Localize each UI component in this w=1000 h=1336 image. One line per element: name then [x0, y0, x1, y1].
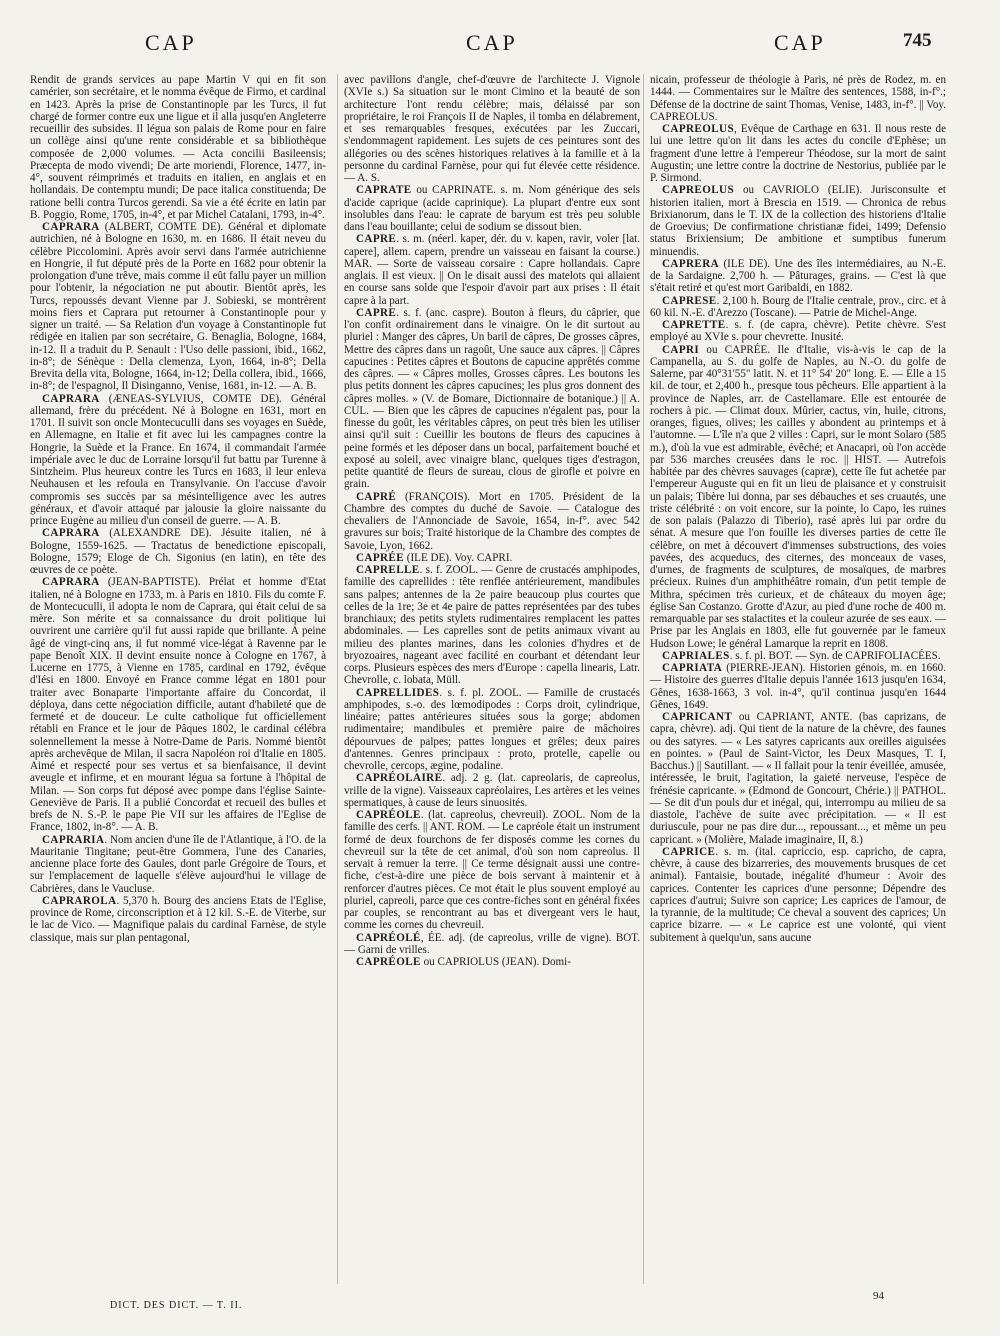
entry-headword: CAPRIALES — [662, 649, 730, 662]
entry-paragraph: CAPRARA (JEAN-BAPTISTE). Prélat et homme d'Etat italien, né à Bologne en 1733, m. à Paris en 1810. Fils du comte F. de Montecuculli, il adopta le nom de Caprara, qui était celui de sa mère. Son mérite et sa connaissance du droit politique lui ouvrirent une carrière qu'il fut aussi rapide que brillante. A peine âgé de vingt-cinq ans, il fut nommé vice-légat à Ravenne par le pape Benoît XIX. Il devint ensuite nonce à Cologne en 1767, à Lucerne en 1775, à Vienne en 1785, cardinal en 1792, évêque d'Iési en 1800. Envoyé en France comme légat en 1801 pour traiter avec Bonaparte l'importante affaire du Concordat, il déploya, dans cette négociation difficile, autant d'habileté que de fermeté et de douceur. Le culte catholique fut officiellement rétabli en France et le jour de Pâques 1802, le cardinal célébra solennellement la messe à Notre-Dame de Paris. Nommé bientôt après archevêque de Milan, il sacra Napoléon roi d'Italie en 1805. Aimé et respecté pour ses vertus et sa bienfaisance, il devint aveugle et infirme, et en mourant légua sa fortune à l'hôpital de Milan. — Son corps fut déposé avec pompe dans l'église Sainte-Geneviève de Paris. Il a publié Concordat et recueil des bulles et brefs de N. S.-P. le pape Pie VII sur les affaires de l'Eglise de France, 1802, in-8°. — A. B. — [30, 576, 326, 834]
entry-headword: CAPRAROLA — [42, 894, 117, 907]
entry-paragraph: CAPRAROLA. 5,370 h. Bourg des anciens Etats de l'Eglise, province de Rome, circonscription et à 12 kil. S.-E. de Viterbe, sur le lac de Vico. — Magnifique palais du cardinal Farnèse, de style classique, mais sur plan pentagonal, — [30, 894, 326, 944]
entry-headword: CAPRE — [356, 233, 397, 246]
entry-paragraph: CAPRATE ou CAPRINATE. s. m. Nom générique des sels d'acide caprique (acide caprinique). La plupart d'entre eux sont insolubles dans l'eau: le caprate de baryum est très peu soluble dans l'eau bouillante; celui de sodium se dissout bien. — [344, 184, 640, 233]
entry-headword: CAPRARA — [42, 527, 100, 540]
text-column-2 — [344, 74, 640, 968]
column-divider — [337, 74, 338, 1284]
entry-headword: CAPRÉE — [356, 551, 405, 564]
entry-paragraph: CAPRARIA. Nom ancien d'une île de l'Atlantique, à l'O. de la Mauritanie Tingitane; peut-être Gommera, l'une des Canaries, ancienne place forte des Gaules, dont parle Grégoire de Tours, et sur l'emplacement de laquelle s'élève aujourd'hui le village de Cabrières, dans le Vaucluse. — [30, 833, 326, 895]
page-number: 745 — [903, 30, 932, 51]
header-word-right: CAP — [774, 30, 826, 55]
entry-paragraph: CAPREOLUS ou CAVRIOLO (ELIE). Jurisconsulte et historien italien, mort à Brescia en 1519. — Chronica de rebus Brixianorum, dans le T. IX de la collection des historiens d'Italie de Groevius; De confirmatione christianæ fidei, 1499; Defensio status Brixiensium; De ambitione et sumptibus funerum minuendis. — [650, 184, 946, 258]
header-word-center: CAP — [466, 30, 518, 55]
entry-paragraph: CAPRÉ (FRANÇOIS). Mort en 1705. Président de la Chambre des comptes du duché de Savoie. — Catalogue des chevaliers de l'Annonciade de Savoie, 1654, in-f°. avec 542 gravures sur bois; Traité historique de la Chambre des comptes de Savoie, Lyon, 1662. — [344, 490, 640, 552]
entry-headword: CAPREOLUS — [662, 123, 735, 135]
entry-headword: CAPRICANT — [662, 711, 733, 723]
header-word-left: CAP — [145, 30, 197, 55]
entry-headword: CAPRARIA — [42, 833, 105, 846]
entry-headword: CAPRERA — [662, 257, 720, 270]
entry-paragraph: CAPRARA (ALBERT, COMTE DE). Général et diplomate autrichien, né à Bologne en 1630, m. en 1686. Il était neveu du célèbre Piccolomini. Après avoir servi dans l'armée autrichienne en Hongrie, il fut député près de la Porte en 1682 pour obtenir la prolongation d'une trêve, mais comme il eût fallu payer un million pour l'obtenir, la négociation ne put aboutir. Bientôt après, les Turcs, repoussés devant Vienne par J. Sobieski, se montrèrent moins fiers et Caprara put retourner à Constantinople pour y signer un traité. — Sa Relation d'un voyage à Constantinople fut rédigée en italien par son secrétaire, G. Benaglia, Bologne, 1684, in-12. Il a traduit du P. Senault : l'Uso delle passioni, ibid., 1662, in-8°; de Sénèque : Della clemenza, Lyon, 1664, in-8°; Della Brevita della vita, Bologne, 1664, in-12; Della collera, ibid., 1666, in-8°; de l'espagnol, Il Disinganno, Venise, 1681, in-12. — A. B. — [30, 221, 326, 393]
entry-paragraph: CAPRE. s. f. (anc. caspre). Bouton à fleurs, du câprier, que l'on confit ordinairement dans le vinaigre. On le dit surtout au pluriel : Manger des câpres, Un baril de câpres, De grosses câpres, Mettre des câpres dans un ragoût, Une sauce aux câpres. || Câpres capucines : Petites câpres et Boutons de capucine apprêtés comme des câpres. — « Câpres molles, Grosses câpres. Les boutons les plus petits donnent les câpres capucines; les plus gros donnent des câpres molles. » (V. de Bomare, Dictionnaire de botanique.) || A. CUL. — Bien que les câpres de capucines n'égalent pas, pour la finesse du goût, les véritables câpres, on peut très bien les utiliser ainsi qu'il suit : Cueillir les boutons de fleurs des capucines à peine formés et les déposer dans un bocal, parfaitement bouché et exposé au soleil, avec vinaigre blanc, quelques tiges d'estragon, petite quantité de fleurs de sureau, clous de girofle et poivre en grain. — [344, 306, 640, 491]
entry-headword: CAPRARA — [42, 221, 100, 233]
entry-headword: CAPRÉOLAIRE — [356, 772, 443, 785]
entry-paragraph: nicain, professeur de théologie à Paris, né près de Rodez, m. en 1444. — Commentaires sur le Maître des sentences, 1588, in-f°.; Défense de la doctrine de saint Thomas, Venise, 1483, in-f°. || Voy. CAPREOLUS. — [650, 74, 946, 123]
entry-paragraph: CAPRÉOLÉ, ÉE. adj. (de capreolus, vrille de vigne). BOT. — Garni de vrilles. — [344, 931, 640, 956]
entry-paragraph: CAPREOLUS, Evêque de Carthage en 631. Il nous reste de lui une lettre qu'on lit dans les actes du concile d'Ephèse; un fragment d'une lettre à l'empereur Théodose, sur la mort de saint Augustin; une lettre contre la doctrine de Nestorius, publiée par le P. Sirmond. — [650, 123, 946, 184]
signature-footer: DICT. DES DICT. — T. II. — [110, 1300, 243, 1311]
entry-headword: CAPRELLIDES — [356, 686, 440, 699]
entry-headword: CAPRÉOLÉ — [356, 931, 421, 944]
entry-headword: CAPRÉ — [356, 490, 397, 503]
column-divider — [643, 74, 644, 1284]
entry-paragraph: Rendit de grands services au pape Martin V qui en fit son camérier, son secrétaire, et le nomma évêque de Firmo, et cardinal en 1423. Après la prise de Constantinople par les Turcs, il fut chargé de former contre eux une ligue et il alla jusqu'en Angleterre recueillir des subsides. Il légua son palais de Rome pour en faire un collège ainsi qu'une rente considérable et sa bibliothèque composée de 2,000 volumes. — Acta concilii Basileensis; Præcepta de modo vivendi; De arte moriendi, Florence, 1477, in-4°, souvent réimprimés et traduits en italien, en anglais et en hollandais. De contemptu mundi; De pace italica constituenda; De ratione belli contra Turcos gerendi. Sa vie a été écrite en latin par B. Poggio, Rome, 1705, in-4°, et par Michel Catalani, 1793, in-4°. — [30, 74, 326, 221]
entry-paragraph: CAPRERA (ILE DE). Une des îles intermédiaires, au N.-E. de la Sardaigne. 2,700 h. — Pâturages, grains. — C'est là que s'était retiré et qu'est mort Garibaldi, en 1882. — [650, 257, 946, 295]
entry-paragraph: CAPRICANT ou CAPRIANT, ANTE. (bas caprizans, de capra, chèvre). adj. Qui tient de la nature de la chèvre, des faunes ou des satyres. — « Les satyres capricants aux oreilles aiguisées en pointes. » (Paul de Saint-Victor, les Deux Masques, T. I, Bacchus.) || Sautillant. — « Il fallait pour la tenir éveillée, amusée, intéressée, le bruit, l'agitation, la gaieté nerveuse, l'espèce de frénésie capricante. » (Edmond de Goncourt, Chérie.) || PATHOL. — Se dit d'un pouls dur et inégal, qui, interrompu au milieu de sa diastole, l'achève de suite avec précipitation. — « Il est duriuscule, pour ne pas dire dur..., repoussant..., et même un peu capricant. » (Molière, Malade imaginaire, II, 8.) — [650, 711, 946, 846]
entry-headword: CAPRE — [356, 306, 397, 319]
entry-headword: CAPRARA — [42, 392, 100, 405]
signature-number: 94 — [873, 1290, 884, 1302]
entry-paragraph: CAPRÉE (ILE DE). Voy. CAPRI. — [356, 551, 513, 564]
entry-headword: CAPRETTE — [662, 319, 726, 331]
entry-headword: CAPRESE — [662, 294, 717, 307]
entry-headword: CAPREOLUS — [662, 184, 735, 197]
entry-paragraph: CAPRÉOLE. (lat. capreolus, chevreuil). ZOOL. Nom de la famille des cerfs. || ANT. ROM. — Le capréole était un instrument formé de deux fourchons de fer disposés comme les cornes du chevreuil sur la tête de cet animal, d'où son nom capreolus. Il servait à remuer la terre. || Ce terme désignait aussi une contre-fiche, c'est-à-dire une pièce de bois servant à maintenir et à renforcer d'autres pièces. Ce mot était le plus souvent employé au pluriel, capreoli, parce que ces contre-fiches sont en général fixées par couples, se rencontrant au bas et divergeant vers le haut, comme les cornes du chevreuil. — [344, 809, 640, 932]
entry-headword: CAPRARA — [42, 576, 100, 589]
running-header — [0, 30, 1000, 60]
entry-headword: CAPRICE — [662, 845, 716, 858]
entry-paragraph: CAPRARA (ÆNEAS-SYLVIUS, COMTE DE). Général allemand, frère du précédent. Né à Bologne en 1631, mort en 1701. Il suivit son oncle Montecuculli dans ses voyages en Suède, en Allemagne, en Italie et fit avec lui les campagnes contre la Hongrie, la Suède et la France. En 1674, il commandait l'armée impériale avec le duc de Lorraine lorsqu'il fut battu par Turenne à Sintzheim. Plus heureux contre les Turcs en 1683, il leur enleva Neuhausen et les refoula en Transylvanie. On l'accuse d'avoir compromis ses succès par sa mésintelligence avec les autres généraux, et d'avoir attaqué par jalousie la gloire naissante du prince Eugène au milieu d'un conseil de guerre. — A. B. — [30, 392, 326, 527]
entry-paragraph: CAPRIALES. s. f. pl. BOT. — Syn. de CAPRIFOLIACÉES. — [662, 649, 941, 662]
entry-paragraph: CAPRE. s. m. (néerl. kaper, dér. du v. kapen, ravir, voler [lat. capere], allem. capern, prendre un vaisseau en faisant la course.) MAR. — Sorte de vaisseau corsaire : Capre hollandais. Capre anglais. Il est vieux. || On le disait aussi des matelots qui allaient en course sans solde que l'espoir d'avoir part aux prises : Il était capre à la part. — [344, 233, 640, 307]
entry-paragraph: CAPRARA (ALEXANDRE DE). Jésuite italien, né à Bologne, 1559-1625. — Tractatus de benedictione episcopali, Bologne, 1579; Eloge de Ch. Sigonius (en latin), en tête des œuvres de ce poète. — [30, 527, 326, 576]
entry-paragraph: CAPRÉOLE ou CAPRIOLUS (JEAN). Domi- — [356, 956, 571, 968]
entry-paragraph: CAPRELLE. s. f. ZOOL. — Genre de crustacés amphipodes, famille des caprellides : tête renflée antérieurement, mandibules sans palpes; antennes de la 2e paire beaucoup plus courtes que celles de la 1re; 3e et 4e paire de pattes représentées par des tubes branchiaux; des petits stylets rudimentaires remplacent les pattes abdominales. — Les caprelles sont de petits animaux vivant au milieu des plantes marines, dans les colonies d'hydres et de bryozoaires, nageant avec facilité en courbant et détendant leur corps. Plusieurs espèces des mers d'Europe : capella linearis, Latr. Chevrolle, c. lobata, Müll. — [344, 564, 640, 687]
entry-paragraph: CAPRIATA (PIERRE-JEAN). Historien génois, m. en 1660. — Histoire des guerres d'Italie depuis l'année 1613 jusqu'en 1634, Gênes, 1638-1663, 3 vol. in-4°, qu'il continua jusqu'en 1644 Gênes, 1649. — [650, 662, 946, 711]
entry-headword: CAPRI — [662, 343, 700, 356]
entry-headword: CAPRIATA — [662, 662, 723, 674]
entry-paragraph: CAPRÉOLAIRE. adj. 2 g. (lat. capreolaris, de capreolus, vrille de la vigne). Vaisseaux capréolaires, Les artères et les veines spermatiques, à cause de leurs sinuosités. — [344, 772, 640, 809]
entry-paragraph: CAPRESE. 2,100 h. Bourg de l'Italie centrale, prov., circ. et à 60 kil. N.-E. d'Arezzo (Toscane). — Patrie de Michel-Ange. — [650, 294, 946, 319]
entry-paragraph: CAPRICE. s. m. (ital. capriccio, esp. capricho, de capra, chèvre, à cause des bizarreries, des mouvements brusques de cet animal). Fantaisie, boutade, inégalité d'humeur : Avoir des caprices. Contenter les caprices d'une personne; Dépendre des caprices d'autrui; Suivre son caprice; Les caprices de l'amour, de la tyrannie, de la multitude; Ce cheval a souvent des caprices; Un caprice bizarre. — « Le caprice est une volonté, qui vient subitement à quelqu'un, sans aucune — [650, 845, 946, 944]
entry-headword: CAPRÉOLE — [356, 809, 421, 821]
entry-paragraph: avec pavillons d'angle, chef-d'œuvre de l'architecte J. Vignole (XVIe s.) Sa situation sur le mont Cimino et la beauté de son architecture l'ont rendu célèbre; mais, délaissé par son propriétaire, le roi François II de Naples, il tomba en délabrement, et ses remarquables fresques, exécutées par les Zuccari, s'endommagent rapidement. Les sujets de ces peintures sont des allégories ou des scènes historiques relatives à la famille et à la personne du cardinal Farnèse, pour qui fut élevée cette résidence. — A. S. — [344, 74, 640, 184]
entry-headword: CAPRÉOLE — [356, 956, 421, 968]
text-column-1 — [30, 74, 326, 944]
entry-headword: CAPRELLE — [356, 564, 420, 576]
text-column-3 — [650, 74, 946, 944]
entry-paragraph: CAPRELLIDES. s. f. pl. ZOOL. — Famille de crustacés amphipodes, s.-o. des lœmodipodes : Corps droit, cylindrique, linéaire; pattes antérieures situées sous la gorge; abdomen rudimentaire; mandibules et première paire de mâchoires dépourvues de palpes; pattes longues et grêles; deux paires d'antennes. Genres principaux : proto, protelle, capelle ou chevrolle, cercops, ægine, podaline. — [344, 686, 640, 772]
entry-paragraph: CAPRETTE. s. f. (de capra, chèvre). Petite chèvre. S'est employé au XVIe s. pour chevrette. Inusité. — [650, 319, 946, 344]
entry-paragraph: CAPRI ou CAPRÉE. Ile d'Italie, vis-à-vis le cap de la Campanella, au S. du golfe de Naples, au N.-O. du golfe de Salerne, par 40°31'55" latit. N. et 11° 54' 20" long. E. — Elle a 15 kil. de tour, et 2,400 h., presque tous pêcheurs. Elle appartient à la province de Naples, arr. de Castellamare. Elle est entourée de rochers à pic. — Climat doux. Mûrier, cactus, vin, huile, citrons, oranges, figues, olives; les cailles y abondent au printemps et à l'automne. — L'île n'a que 2 villes : Capri, sur le mont Solaro (585 m.), d'où la vue est admirable, évêché; et Anacapri, où l'on accède par 536 marches creusées dans le roc. || HIST. — Autrefois habitée par des chèvres sauvages (capræ), cette île fut achetée par l'empereur Auguste qui en fit un lieu de plaisance et y construisit un palais; Tibère lui donna, par ses débauches et ses cruautés, une triste célébrité : on voit encore, sur la pointe, lo Capo, les ruines de son palais (Palazzo di Tiberio), rasé après lui par ordre du sénat. A mesure que l'on fouille les diverses parties de cette île célèbre, on met à découvert d'immenses substructions, des voies pavées, des acqueducs, des citernes, des monceaux de vases, d'urnes, de fragments de sculptures, de mosaïques, de marbres précieux. Ruines d'un amphithéâtre romain, d'un petit temple de Mithra, spécimen très curieux, et de châteaux du moyen âge; église San Costanzo. Grotte d'Azur, au pied d'une roche de 400 m. remarquable par ses stalactites et la couleur azurée de ses eaux. — Prise par les Anglais en 1803, elle fut gouvernée par le fameux Hudson Lowe; le général Lamarque la reprit en 1808. — [650, 343, 946, 650]
entry-headword: CAPRATE — [356, 184, 412, 197]
